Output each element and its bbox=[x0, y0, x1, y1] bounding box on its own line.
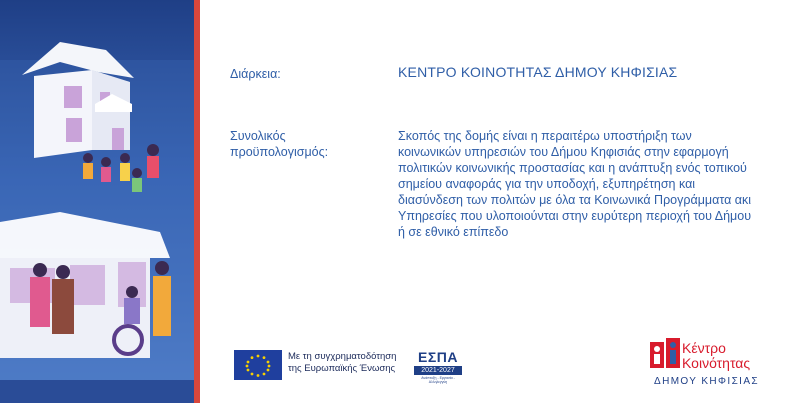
espa-years: 2021-2027 bbox=[414, 366, 462, 375]
kk-logo-line2: Κοινότητας bbox=[682, 355, 751, 371]
community-center-illustration bbox=[0, 212, 170, 358]
description-line: ή σε εθνικό επίπεδο bbox=[398, 225, 509, 239]
panel-edge bbox=[194, 0, 200, 403]
kk-logo-line3: ΔΗΜΟΥ ΚΗΦΙΣΙΑΣ bbox=[654, 376, 760, 387]
eu-text-line1: Με τη συγχρηματοδότηση bbox=[288, 351, 397, 362]
espa-logo-title: ΕΣΠΑ bbox=[418, 349, 458, 365]
duration-label: Διάρκεια: bbox=[230, 67, 281, 81]
budget-label-line2: προϋπολογισμός: bbox=[230, 145, 329, 159]
espa-tagline: Ανάπτυξη - Εργασία - Αλληλεγγύη bbox=[421, 376, 455, 384]
description-line: Υπηρεσίες που υλοποιούνται στην ευρύτερη περιοχή του Δήμου bbox=[398, 209, 752, 223]
project-title: ΚΕΝΤΡΟ ΚΟΙΝΟΤΗΤΑΣ ΔΗΜΟΥ ΚΗΦΙΣΙΑΣ bbox=[398, 64, 678, 80]
description-line: κοινωνικών υπηρεσιών του Δήμου Κηφισιάς στην εφαρμογή bbox=[398, 145, 729, 159]
description-line: Σκοπός της δομής είναι η περαιτέρω υποστήριξη των bbox=[398, 129, 692, 143]
community-center-logo-icon bbox=[650, 338, 682, 372]
eu-cofunding-text bbox=[288, 351, 396, 375]
eu-flag-icon bbox=[234, 350, 282, 380]
description-line: διασύνδεση των πολιτών με όλα τα Κοινωνικά Προγράμματα ακι bbox=[398, 193, 752, 207]
description-line: πολιτικών κοινωνικής προστασίας και η ανάπτυξη ενός τοπικού bbox=[398, 161, 747, 175]
description-line: σημείου αναφοράς για την υποδοχή, εξυπηρέτηση και bbox=[398, 177, 696, 191]
illustration-panel bbox=[0, 0, 200, 403]
eu-text-line2: της Ευρωπαϊκής Ένωσης bbox=[288, 363, 396, 374]
budget-label-line1: Συνολικός bbox=[230, 129, 286, 143]
house-illustration bbox=[22, 42, 134, 158]
kk-logo-line1: Κέντρο bbox=[682, 340, 726, 356]
community-illustration bbox=[0, 0, 200, 403]
